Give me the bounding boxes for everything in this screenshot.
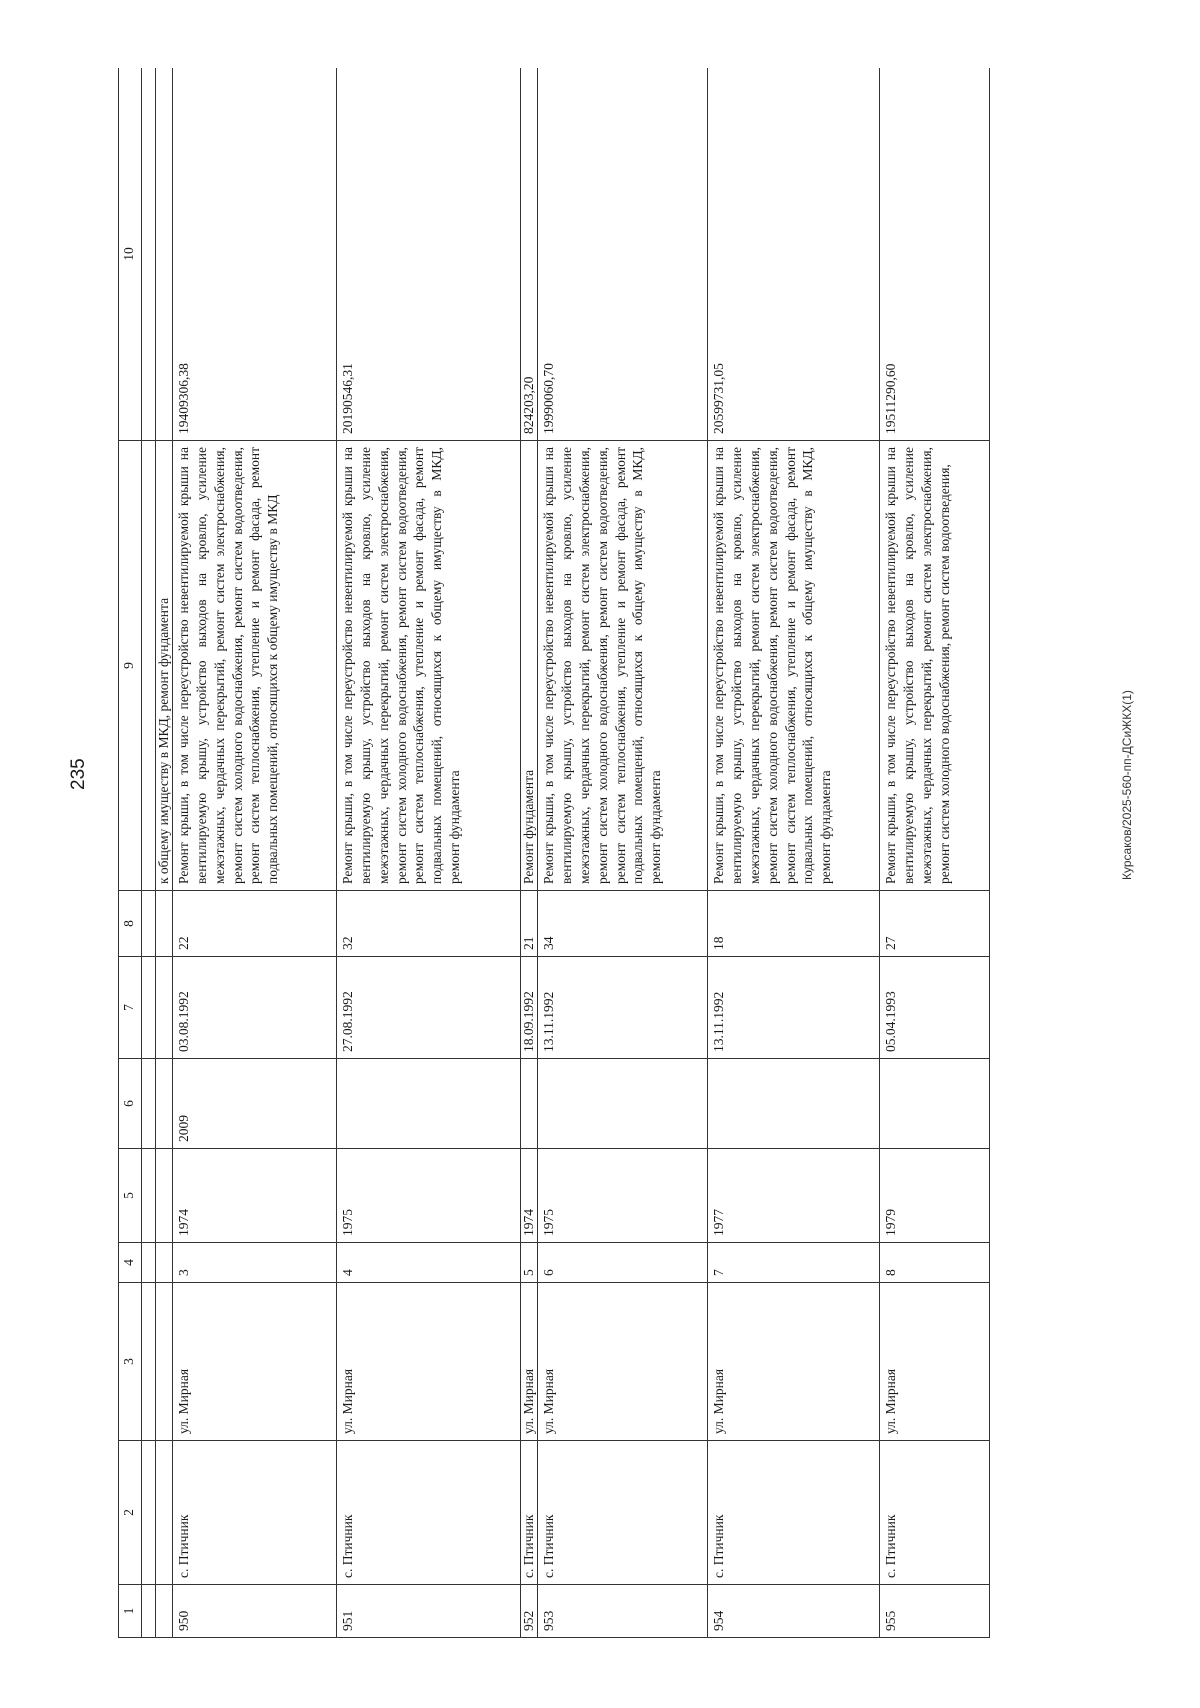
row-number: 953 bbox=[538, 1585, 708, 1638]
year-built: 1975 bbox=[337, 1149, 521, 1243]
year-built: 1977 bbox=[708, 1149, 880, 1243]
year-major-repair: 2009 bbox=[173, 1059, 337, 1149]
count: 18 bbox=[708, 891, 880, 957]
house-number: 3 bbox=[173, 1243, 337, 1283]
year-major-repair bbox=[337, 1059, 521, 1149]
cost: 20190546,31 bbox=[337, 68, 521, 441]
date: 03.08.1992 bbox=[173, 957, 337, 1059]
year-built: 1974 bbox=[173, 1149, 337, 1243]
header-col-6: 6 bbox=[119, 1059, 142, 1149]
settlement: с. Птичник bbox=[708, 1441, 880, 1585]
continuation-text: к общему имуществу в МКД, ремонт фундамента bbox=[156, 441, 173, 891]
works-description: Ремонт фундамента bbox=[521, 441, 538, 891]
header-col-3: 3 bbox=[119, 1283, 142, 1441]
cost: 20599731,05 bbox=[708, 68, 880, 441]
street: ул. Мирная bbox=[521, 1283, 538, 1441]
header-col-9: 9 bbox=[119, 441, 142, 891]
count: 32 bbox=[337, 891, 521, 957]
date: 13.11.1992 bbox=[708, 957, 880, 1059]
settlement: с. Птичник bbox=[880, 1441, 990, 1585]
row-number: 952 bbox=[521, 1585, 538, 1638]
street: ул. Мирная bbox=[538, 1283, 708, 1441]
settlement: с. Птичник bbox=[173, 1441, 337, 1585]
row-number: 951 bbox=[337, 1585, 521, 1638]
works-description: Ремонт крыши, в том числе переустройство невентилируемой крыши на вентилируемую крышу, устройство выходов на кровлю, усиление межэтажных, чердачных перекрытий, ремонт систем электроснабжения, ремонт систем холодного водоснабжения, ремонт систем водоотведения, ремонт систем теплоснабжения, утепление и ремонт фасада, ремонт подвальных помещений, относящихся к общему имуществу в МКД, ремонт фундамента bbox=[708, 441, 880, 891]
year-built: 1975 bbox=[538, 1149, 708, 1243]
cost: 824203,20 bbox=[521, 68, 538, 441]
settlement: с. Птичник bbox=[538, 1441, 708, 1585]
date: 18.09.1992 bbox=[521, 957, 538, 1059]
cost: 19990060,70 bbox=[538, 68, 708, 441]
header-col-10: 10 bbox=[119, 68, 142, 441]
house-number: 7 bbox=[708, 1243, 880, 1283]
settlement: с. Птичник bbox=[337, 1441, 521, 1585]
street: ул. Мирная bbox=[708, 1283, 880, 1441]
cost: 19409306,38 bbox=[173, 68, 337, 441]
date: 27.08.1992 bbox=[337, 957, 521, 1059]
year-major-repair bbox=[708, 1059, 880, 1149]
capital-repair-table bbox=[118, 68, 990, 1638]
settlement: с. Птичник bbox=[521, 1441, 538, 1585]
cost: 19511290,60 bbox=[880, 68, 990, 441]
row-number: 954 bbox=[708, 1585, 880, 1638]
works-description: Ремонт крыши, в том числе переустройство невентилируемой крыши на вентилируемую крышу, устройство выходов на кровлю, усиление межэтажных, чердачных перекрытий, ремонт систем электроснабжения, ремонт систем холодного водоснабжения, ремонт систем водоотведения, bbox=[880, 441, 990, 891]
street: ул. Мирная bbox=[880, 1283, 990, 1441]
table-row bbox=[337, 68, 521, 1638]
year-major-repair bbox=[538, 1059, 708, 1149]
header-col-1: 1 bbox=[119, 1585, 142, 1638]
street: ул. Мирная bbox=[337, 1283, 521, 1441]
count: 27 bbox=[880, 891, 990, 957]
table-row bbox=[173, 68, 337, 1638]
document-reference: Курсаков/2025-560-пп-ДСиЖКХ(1) bbox=[1120, 690, 1134, 880]
year-major-repair bbox=[880, 1059, 990, 1149]
column-number-row bbox=[119, 68, 142, 1638]
header-col-7: 7 bbox=[119, 957, 142, 1059]
row-number: 955 bbox=[880, 1585, 990, 1638]
count: 21 bbox=[521, 891, 538, 957]
works-description: Ремонт крыши, в том числе переустройство невентилируемой крыши на вентилируемую крышу, устройство выходов на кровлю, усиление межэтажных, чердачных перекрытий, ремонт систем электроснабжения, ремонт систем холодного водоснабжения, ремонт систем водоотведения, ремонт систем теплоснабжения, утепление и ремонт фасада, ремонт подвальных помещений, относящихся к общему имуществу в МКД bbox=[173, 441, 337, 891]
year-major-repair bbox=[521, 1059, 538, 1149]
header-col-5: 5 bbox=[119, 1149, 142, 1243]
count: 34 bbox=[538, 891, 708, 957]
date: 13.11.1992 bbox=[538, 957, 708, 1059]
scanned-table-sheet bbox=[118, 68, 1064, 1638]
continuation-row bbox=[156, 68, 173, 1638]
header-col-8: 8 bbox=[119, 891, 142, 957]
header-col-2: 2 bbox=[119, 1441, 142, 1585]
works-description: Ремонт крыши, в том числе переустройство невентилируемой крыши на вентилируемую крышу, устройство выходов на кровлю, усиление межэтажных, чердачных перекрытий, ремонт систем электроснабжения, ремонт систем холодного водоснабжения, ремонт систем водоотведения, ремонт систем теплоснабжения, утепление и ремонт фасада, ремонт подвальных помещений, относящихся к общему имуществу в МКД, ремонт фундамента bbox=[337, 441, 521, 891]
rotated-table-wrapper bbox=[118, 68, 1064, 1638]
date: 05.04.1993 bbox=[880, 957, 990, 1059]
table-row bbox=[538, 68, 708, 1638]
page-number: 235 bbox=[68, 758, 89, 790]
house-number: 5 bbox=[521, 1243, 538, 1283]
house-number: 8 bbox=[880, 1243, 990, 1283]
year-built: 1974 bbox=[521, 1149, 538, 1243]
house-number: 4 bbox=[337, 1243, 521, 1283]
works-description: Ремонт крыши, в том числе переустройство невентилируемой крыши на вентилируемую крышу, устройство выходов на кровлю, усиление межэтажных, чердачных перекрытий, ремонт систем электроснабжения, ремонт систем холодного водоснабжения, ремонт систем водоотведения, ремонт систем теплоснабжения, утепление и ремонт фасада, ремонт подвальных помещений, относящихся к общему имуществу в МКД, ремонт фундамента bbox=[538, 441, 708, 891]
spacer-row bbox=[142, 68, 156, 1638]
row-number: 950 bbox=[173, 1585, 337, 1638]
table-row bbox=[880, 68, 990, 1638]
table-row bbox=[708, 68, 880, 1638]
street: ул. Мирная bbox=[173, 1283, 337, 1441]
table-row bbox=[521, 68, 538, 1638]
house-number: 6 bbox=[538, 1243, 708, 1283]
header-col-4: 4 bbox=[119, 1243, 142, 1283]
count: 22 bbox=[173, 891, 337, 957]
year-built: 1979 bbox=[880, 1149, 990, 1243]
